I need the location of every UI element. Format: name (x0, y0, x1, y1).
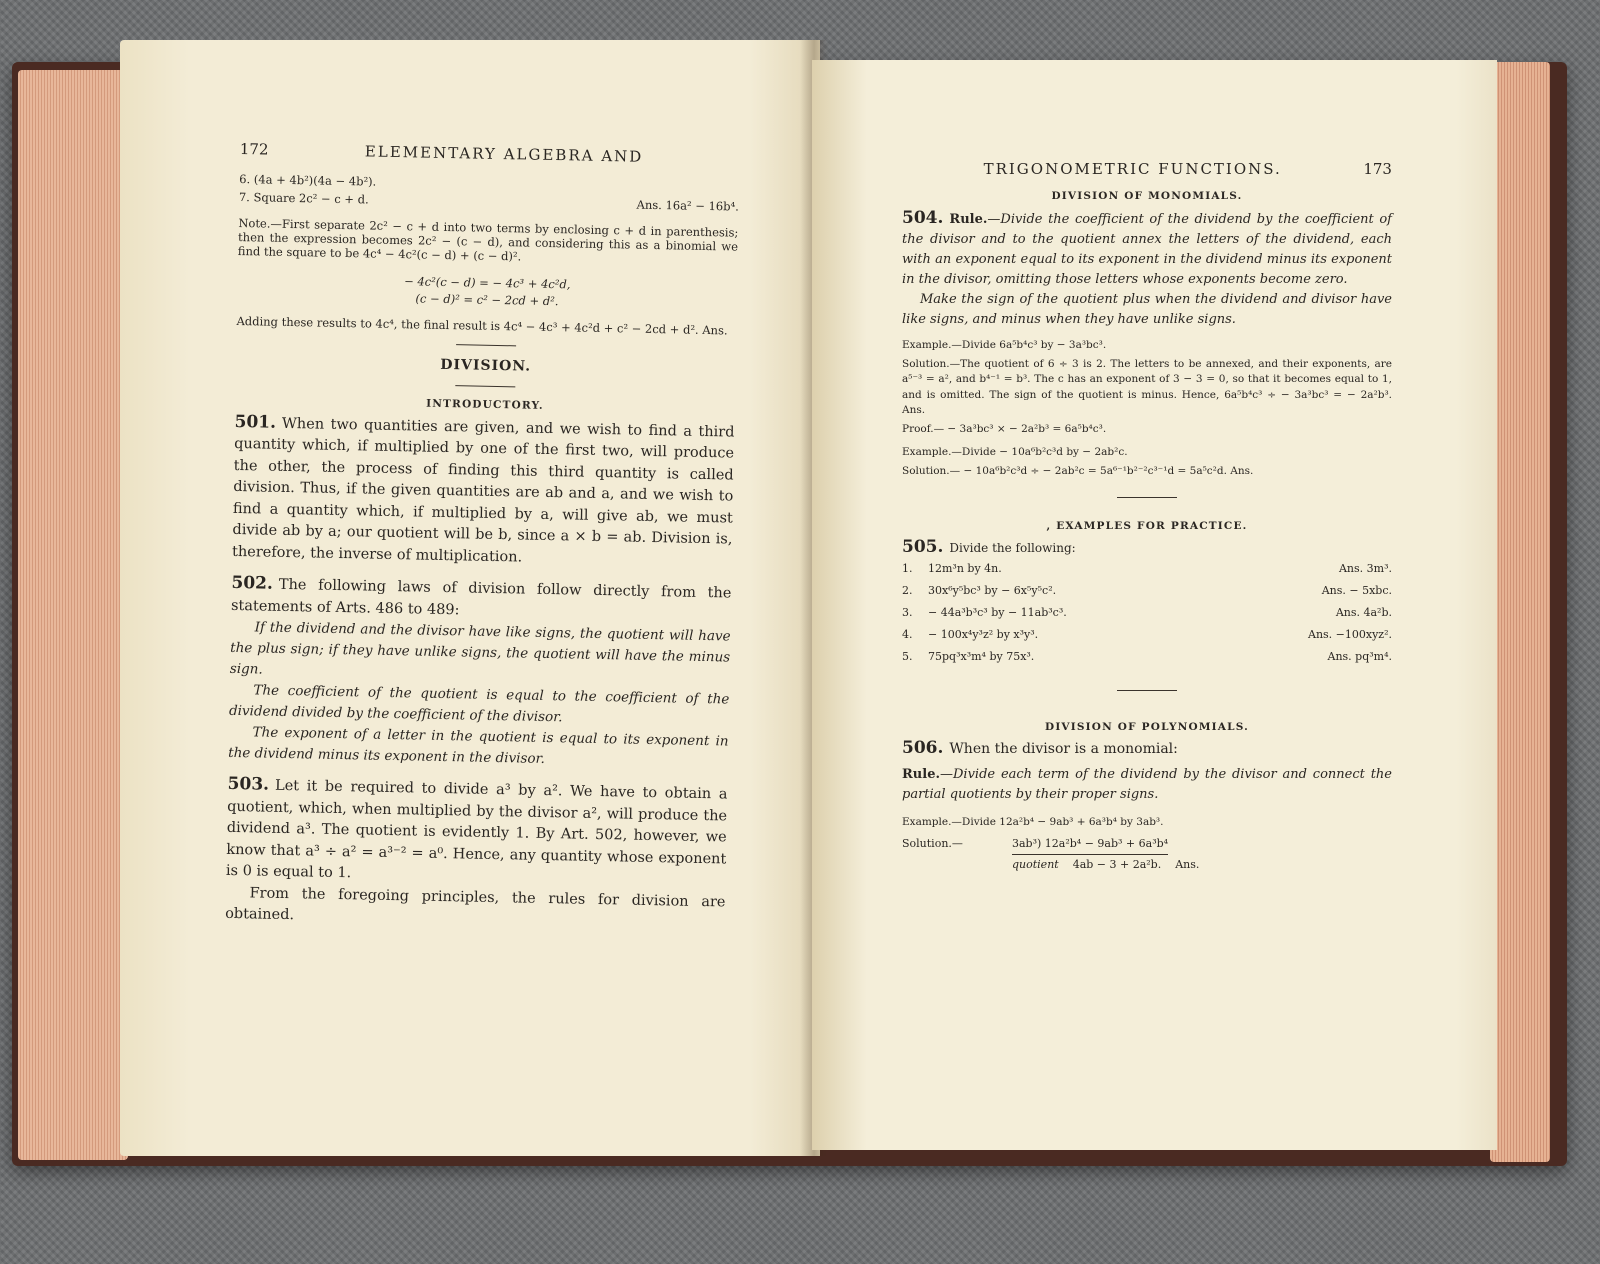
quotient-value: 4ab − 3 + 2a²b. (1072, 857, 1162, 871)
division-setup: 3ab³) 12a²b⁴ − 9ab³ + 6a³b⁴ (1012, 834, 1168, 855)
article-503-continued: From the foregoing principles, the rules for division are obtained. (224, 884, 726, 924)
section-title-polynomials: DIVISION OF POLYNOMIALS. (1045, 721, 1249, 733)
article-504 (902, 208, 1392, 290)
page-number-173: 173 (1363, 160, 1392, 178)
article-number: 501. (234, 411, 277, 433)
article-501 (232, 411, 735, 572)
example-3: Example.—Divide 12a²b⁴ − 9ab³ + 6a³b⁴ by 3ab³. (902, 816, 1164, 828)
answer: Ans. (1175, 857, 1200, 871)
practice-list (902, 558, 1392, 668)
example-1: Example.—Divide 6a⁵b⁴c³ by − 3a³bc³. (902, 339, 1107, 351)
article-number: 502. (231, 572, 274, 594)
article-504-continued: Make the sign of the quotient plus when the dividend and divisor have like signs, and minus when they have unlike signs. (902, 292, 1392, 327)
answer: Ans. −100xyz². (1308, 628, 1392, 641)
article-number: 503. (227, 773, 270, 795)
right-page (812, 60, 1497, 1150)
solution-1: Solution.—The quotient of 6 ÷ 3 is 2. The letters to be annexed, and their exponents, are a⁵⁻³ = a², and b⁴⁻¹ = b³. The c has an exponent of 3 − 3 = 0, so that it becomes equal to 1, and is omitted. The sign of the quotient is minus. Hence, 6a⁵b⁴c³ ÷ − 3a³bc³ = − 2a²b³. Ans. (902, 357, 1392, 416)
article-501-text: When two quantities are given, and we wish to find a third quantity which, if multiplied by one of the first two, will produce the other, the process of finding this third quantity is called division. Thus, if the given quantities are ab and a, and we wish to find a quantity which, if multiplied by a, will give ab, we must divide ab by a; our quotient will be b, since a × b = ab. Division is, therefore, the inverse of multiplication. (231, 415, 735, 565)
law-3: The exponent of a letter in the quotient is equal to its exponent in the dividend minus its exponent in the divisor. (228, 724, 729, 767)
article-number: 505. (902, 537, 944, 557)
article-506-text: When the divisor is a monomial: (949, 741, 1178, 757)
exercise-7-answer: Ans. 16a² − 16b⁴. (636, 197, 739, 214)
adding-paragraph: Adding these results to 4c⁴, the final result is 4c⁴ − 4c³ + 4c²d + c² − 2cd + d². Ans. (236, 313, 728, 337)
running-head-title-right: TRIGONOMETRIC FUNCTIONS. (983, 160, 1282, 178)
example-2: Example.—Divide − 10a⁶b²c³d by − 2ab²c. (902, 446, 1128, 458)
rule-label: Rule. (902, 767, 940, 782)
article-503-text: Let it be required to divide a³ by a². We have to obtain a quotient, which, when multiplied by the divisor a², will produce the dividend a³. The quotient is evidently 1. By Art. 502, however, we know that a³ ÷ a² = a³⁻² = a⁰. Hence, any quantity whose exponent is 0 is equal to 1. (225, 777, 728, 882)
article-506 (902, 739, 1392, 759)
left-page (120, 40, 820, 1156)
answer: Ans. − 5xbc. (1321, 584, 1392, 597)
running-head-right (902, 160, 1392, 178)
list-item: 5. 75pq³x³m⁴ by 75x³. Ans. pq³m⁴. (902, 646, 1392, 668)
page-edges-left (18, 70, 128, 1160)
answer: Ans. 3m³. (1338, 562, 1392, 575)
article-504-text: —Divide the coefficient of the dividend by the coefficient of the divisor and to the quotient annex the letters of the dividend, each with an exponent equal to its exponent in the dividend minus its exponent in the divisor, omitting those letters whose exponents become zero. (902, 212, 1392, 287)
exercise-7: 7. Square 2c² − c + d. Ans. 16a² − 16b⁴. (238, 189, 739, 214)
answer: Ans. 4a²b. (1335, 606, 1392, 619)
proof-1: Proof.— − 3a³bc³ × − 2a²b³ = 6a⁵b⁴c³. (902, 422, 1107, 435)
solution-3 (902, 834, 1392, 875)
article-505-text: Divide the following: (949, 541, 1076, 555)
right-page-text (902, 160, 1392, 875)
law-2: The coefficient of the quotient is equal to the coefficient of the dividend divided by the coefficient of the divisor. (228, 682, 730, 726)
solution-label: Solution.— (902, 836, 963, 850)
article-502-text: The following laws of division follow directly from the statements of Arts. 486 to 489: (230, 576, 732, 618)
quotient-label: quotient (1012, 857, 1059, 871)
rule-label: Rule. (949, 212, 988, 227)
divider (455, 385, 515, 387)
article-number: 504. (902, 208, 944, 228)
note-paragraph: Note.—First separate 2c² − c + d into two terms by enclosing c + d in parenthesis; then the expression becomes 2c² − (c − d), and considering this as a binomial we find the square to be 4c⁴ − 4c²(c − d) + (c − d)². (237, 215, 739, 264)
divider (1117, 690, 1177, 691)
rule-506-text: —Divide each term of the dividend by the divisor and connect the partial quotients by their proper signs. (902, 767, 1392, 802)
left-page-text (225, 140, 740, 935)
section-title-practice: , EXAMPLES FOR PRACTICE. (1046, 520, 1248, 532)
list-item: 4. − 100x⁴y³z² by x³y³. Ans. −100xyz². (902, 624, 1392, 646)
answer: Ans. pq³m⁴. (1327, 650, 1392, 663)
exercise-6: 6. (4a + 4b²)(4a − 4b²). (239, 171, 377, 189)
page-number-172: 172 (239, 140, 269, 159)
article-505 (902, 538, 1392, 558)
divider (456, 344, 516, 346)
law-1: If the dividend and the divisor have like signs, the quotient will have the plus sign; if they have unlike signs, the quotient will have the minus sign. (229, 619, 731, 678)
solution-2: Solution.— − 10a⁶b²c³d ÷ − 2ab²c = 5a⁶⁻¹b²⁻²c³⁻¹d = 5a⁵c²d. Ans. (902, 464, 1254, 477)
list-item: 2. 30x⁶y⁵bc³ by − 6x⁵y⁵c². Ans. − 5xbc. (902, 580, 1392, 602)
article-number: 506. (902, 738, 944, 758)
list-item: 1. 12m³n by 4n. Ans. 3m³. (902, 558, 1392, 580)
page-edges-right (1490, 62, 1550, 1162)
list-item: 3. − 44a³b³c³ by − 11ab³c³. Ans. 4a²b. (902, 602, 1392, 624)
running-head-title-left: ELEMENTARY ALGEBRA AND (364, 142, 644, 166)
section-title-monomials: DIVISION OF MONOMIALS. (1051, 190, 1243, 202)
running-head-left (240, 140, 740, 168)
section-title-division: DIVISION. (440, 356, 532, 375)
subsection-introductory: INTRODUCTORY. (426, 397, 544, 412)
equation-2: (c − d)² = c² − 2cd + d². (415, 290, 559, 308)
divider (1117, 497, 1177, 498)
equation-1: − 4c²(c − d) = − 4c³ + 4c²d, (404, 273, 571, 291)
article-503 (226, 774, 728, 892)
rule-506 (902, 765, 1392, 805)
